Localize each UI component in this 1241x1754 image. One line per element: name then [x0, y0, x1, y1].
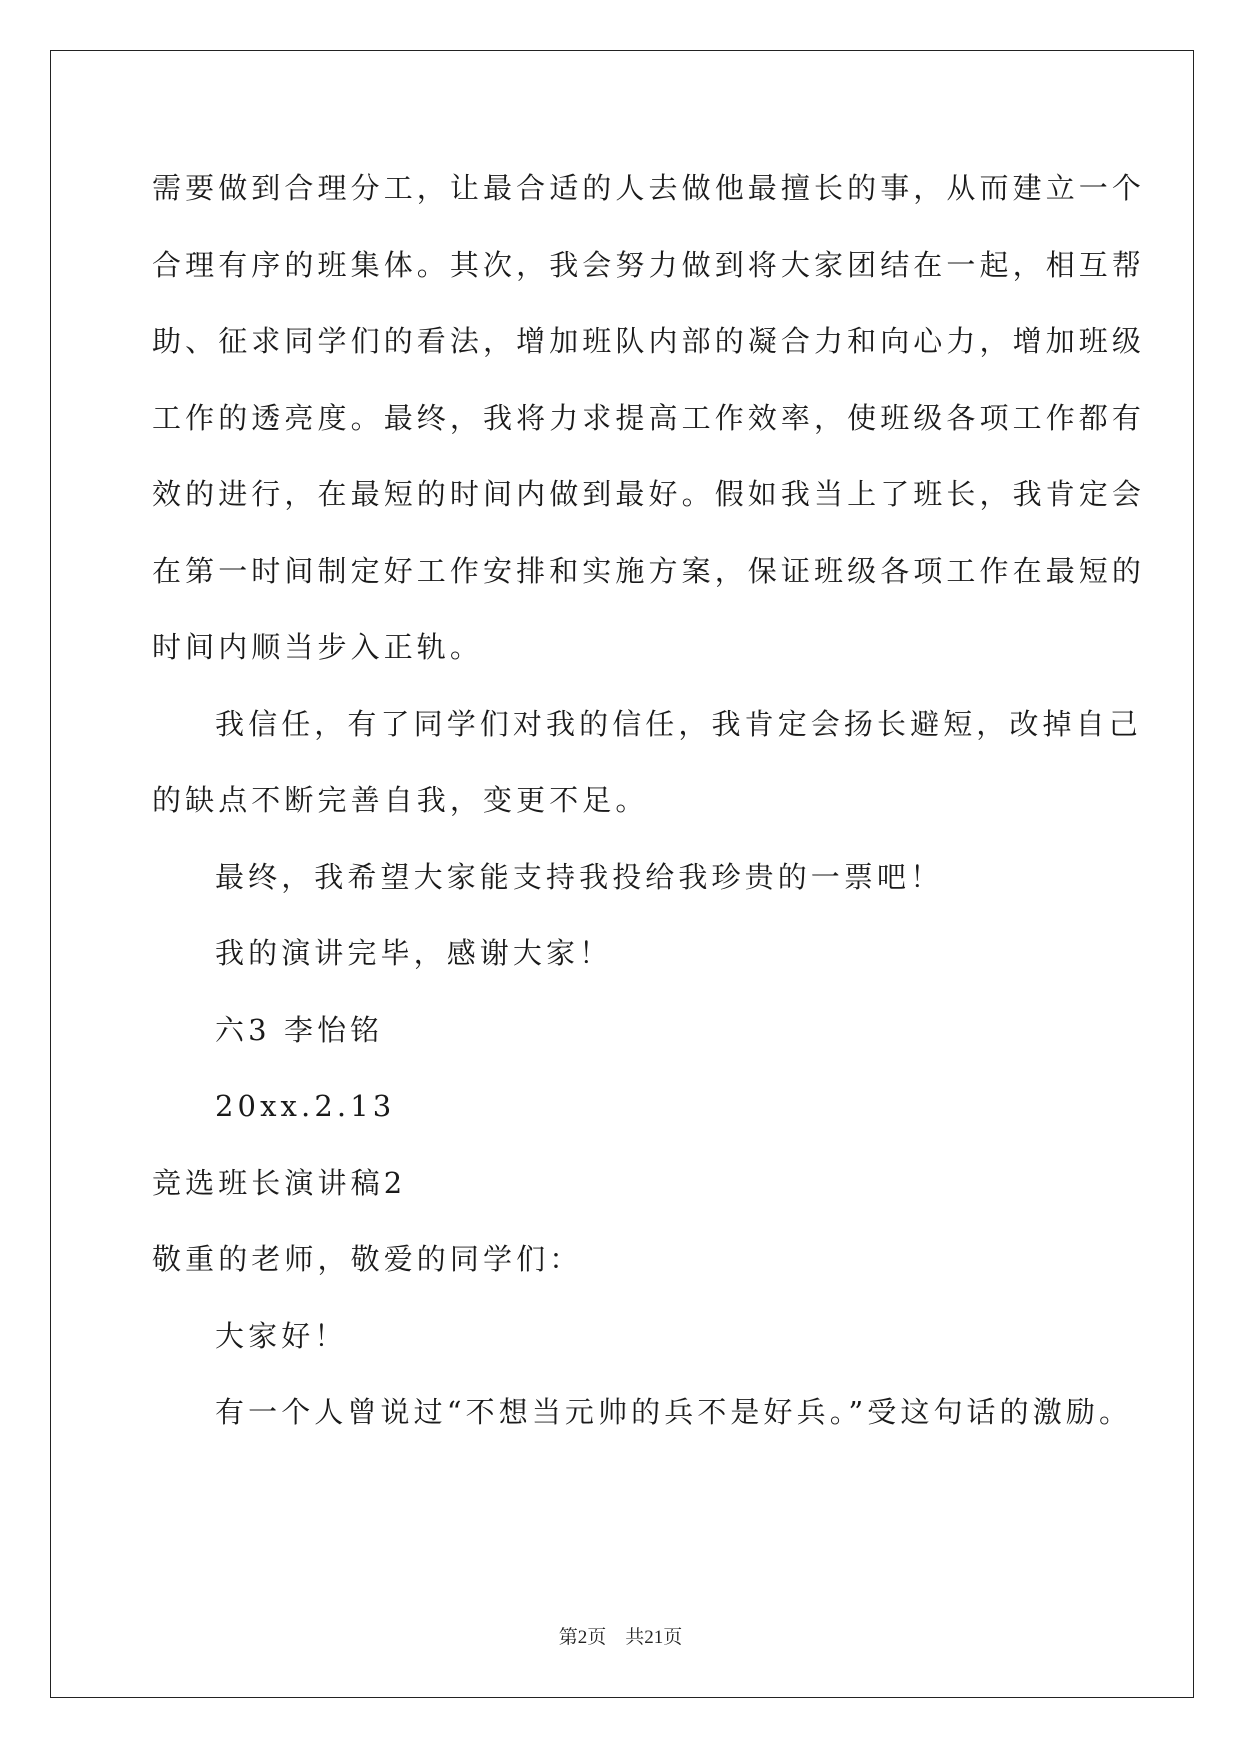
paragraph-line: 我信任，有了同学们对我的信任，我肯定会扬长避短，改掉自己 — [215, 706, 1142, 741]
paragraph-line: 需要做到合理分工，让最合适的人去做他最擅长的事，从而建立一个 — [152, 171, 1146, 205]
page-number-footer: 第2页 共21页 — [558, 1627, 683, 1648]
paragraph-line: 时间内顺当步入正轨。 — [152, 630, 484, 664]
paragraph-line: 助、征求同学们的看法，增加班队内部的凝合力和向心力，增加班级 — [152, 324, 1146, 358]
paragraph-line: 工作的透亮度。最终，我将力求提高工作效率，使班级各项工作都有 — [152, 400, 1146, 435]
document-body — [152, 150, 1146, 1451]
salutation: 敬重的老师，敬爱的同学们： — [152, 1242, 583, 1276]
paragraph-line: 最终，我希望大家能支持我投给我珍贵的一票吧！ — [215, 859, 944, 894]
paragraph-line: 在第一时间制定好工作安排和实施方案，保证班级各项工作在最短的 — [152, 553, 1146, 588]
signature-line: 六3 李怡铭 — [215, 1012, 384, 1047]
paragraph-line: 有一个人曾说过“不想当元帅的兵不是好兵。”受这句话的激励。 — [215, 1395, 1133, 1429]
paragraph-line: 我的演讲完毕，感谢大家！ — [215, 936, 613, 970]
paragraph-line: 的缺点不断完善自我，变更不足。 — [152, 783, 649, 817]
section-title: 竞选班长演讲稿2 — [152, 1165, 407, 1200]
greeting: 大家好！ — [215, 1318, 348, 1353]
paragraph-line: 合理有序的班集体。其次，我会努力做到将大家团结在一起，相互帮 — [152, 247, 1146, 282]
date-line: 20xx.2.13 — [215, 1089, 396, 1123]
paragraph-line: 效的进行，在最短的时间内做到最好。假如我当上了班长，我肯定会 — [152, 477, 1146, 511]
